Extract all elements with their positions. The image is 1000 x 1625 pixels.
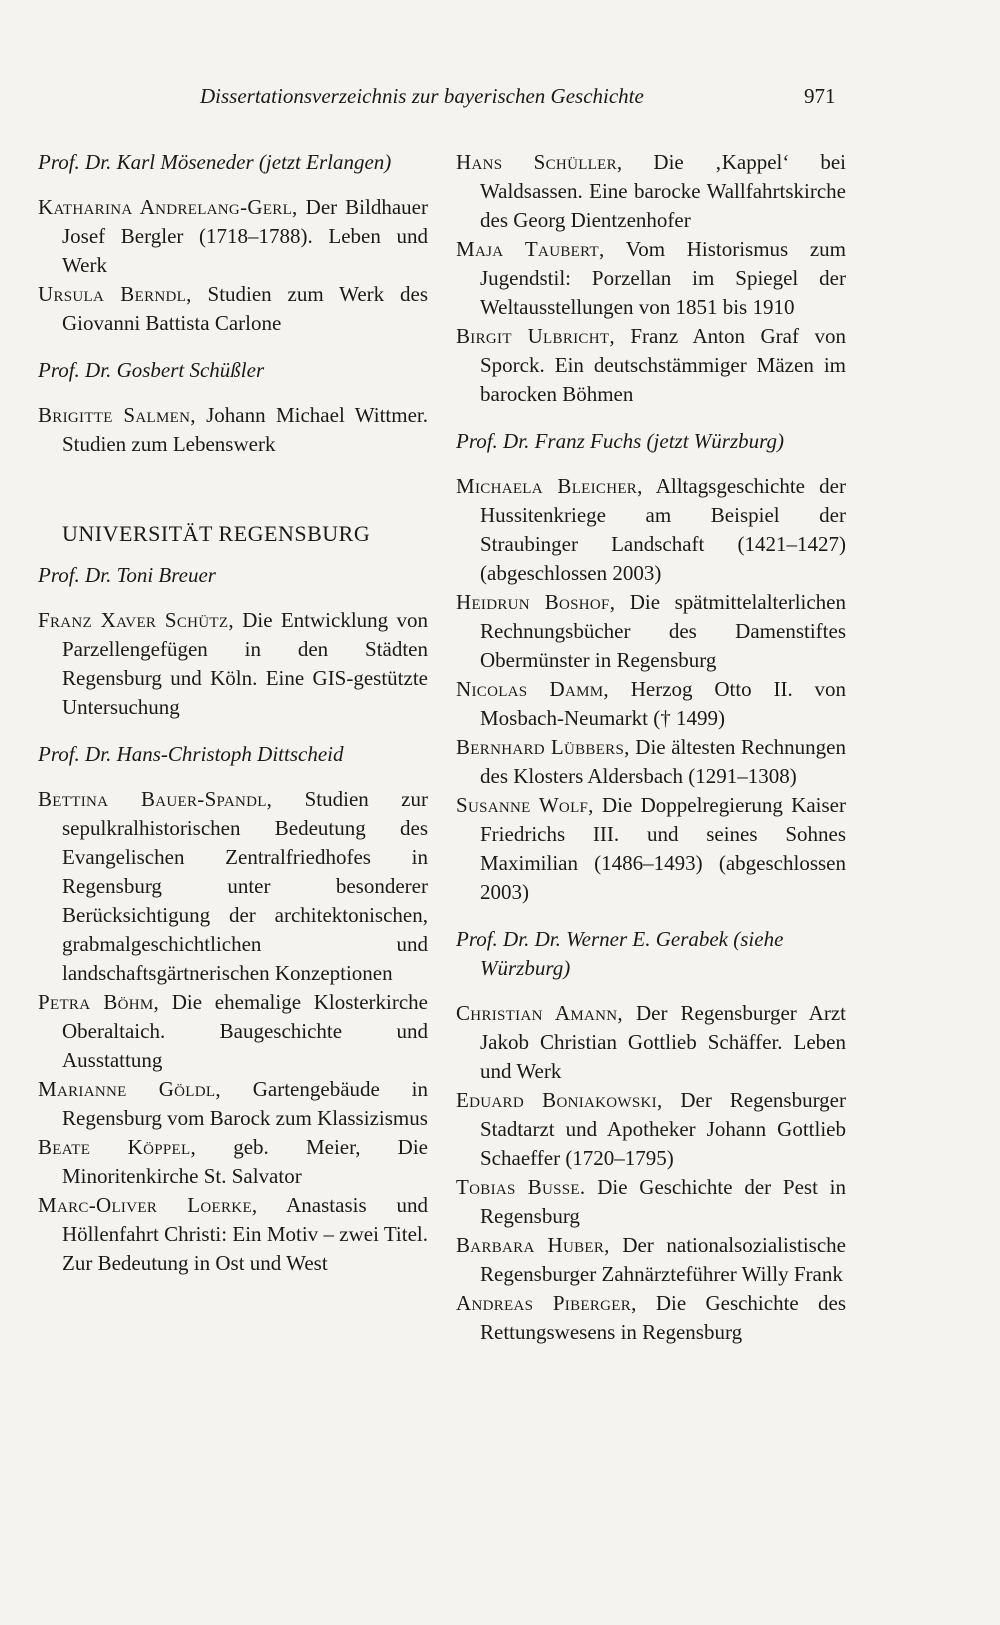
dissertation-entry <box>38 1133 428 1191</box>
dissertation-title: Anastasis und Höllenfahrt Christi: Ein Motiv – zwei Titel. Zur Bedeutung in Ost und West <box>62 1193 428 1275</box>
dissertation-title: Der Regensburger Arzt Jakob Christian Gottlieb Schäffer. Leben und Werk <box>480 1001 846 1083</box>
dissertation-title: Der Regensburger Stadtarzt und Apotheker Johann Gottlieb Schaeffer (1720–1795) <box>480 1088 846 1170</box>
dissertation-entry <box>38 1191 428 1278</box>
dissertation-entry <box>456 733 846 791</box>
advisor-heading: Prof. Dr. Franz Fuchs (jetzt Würzburg) <box>456 429 785 453</box>
dissertation-title: Studien zur sepulkralhistorischen Bedeutung des Evangelischen Zentralfriedhofes in Regensburg unter besonderer Berücksichtigung der architektonischen, grabmalgeschichtlichen und landschaftsgärtnerischen Konzeptionen <box>62 787 428 985</box>
advisor-heading: Prof. Dr. Karl Möseneder (jetzt Erlangen) <box>38 150 392 174</box>
dissertation-entry <box>456 675 846 733</box>
author-name: Bernhard Lübbers, <box>456 735 630 759</box>
dissertation-title: Gartengebäude in Regensburg vom Barock zum Klassizismus <box>62 1077 428 1130</box>
dissertation-entry <box>38 785 428 988</box>
dissertation-entry <box>38 280 428 338</box>
author-name: Ursula Berndl, <box>38 282 192 306</box>
author-name: Christian Amann, <box>456 1001 623 1025</box>
author-name: Maja Taubert, <box>456 237 605 261</box>
advisor-heading: Prof. Dr. Dr. Werner E. Gerabek (siehe Würzburg) <box>456 927 784 980</box>
page-number: 971 <box>804 84 836 108</box>
dissertation-title: Johann Michael Wittmer. Studien zum Lebenswerk <box>62 403 428 456</box>
author-name: Eduard Boniakowski, <box>456 1088 663 1112</box>
dissertation-title: Franz Anton Graf von Sporck. Ein deutschstämmiger Mäzen im barocken Böhmen <box>480 324 846 406</box>
dissertation-title: geb. Meier, Die Minoritenkirche St. Salvator <box>62 1135 428 1188</box>
author-name: Katharina Andrelang-Gerl, <box>38 195 298 219</box>
author-name: Susanne Wolf, <box>456 793 594 817</box>
dissertation-entry <box>456 791 846 907</box>
author-name: Marianne Göldl, <box>38 1077 221 1101</box>
dissertation-title: Die ehemalige Klosterkirche Oberaltaich. Baugeschichte und Ausstattung <box>62 990 428 1072</box>
dissertation-title: Die Geschichte des Rettungswesens in Regensburg <box>480 1291 846 1344</box>
dissertation-entry <box>38 606 428 722</box>
author-name: Hans Schüller, <box>456 150 623 174</box>
dissertation-entry <box>456 1086 846 1173</box>
dissertation-entry <box>38 401 428 459</box>
dissertation-title: Vom Historismus zum Jugendstil: Porzellan im Spiegel der Weltausstellungen von 1851 bis 1910 <box>480 237 846 319</box>
dissertation-title: Studien zum Werk des Giovanni Battista Carlone <box>62 282 428 335</box>
dissertation-entry <box>38 988 428 1075</box>
author-name: Birgit Ulbricht, <box>456 324 615 348</box>
dissertation-entry <box>38 1075 428 1133</box>
dissertation-entry <box>456 235 846 322</box>
dissertation-entry <box>38 193 428 280</box>
author-name: Bettina Bauer-Spandl, <box>38 787 273 811</box>
author-name: Petra Böhm, <box>38 990 160 1014</box>
dissertation-entry <box>456 472 846 588</box>
dissertation-entry <box>456 148 846 235</box>
dissertation-title: Die spätmittelalterlichen Rechnungsbücher des Damenstiftes Obermünster in Regensburg <box>480 590 847 672</box>
advisor-heading: Prof. Dr. Gosbert Schüßler <box>38 358 265 382</box>
author-name: Nicolas Damm, <box>456 677 609 701</box>
author-name: Franz Xaver Schütz, <box>38 608 234 632</box>
dissertation-entry <box>456 588 846 675</box>
author-name: Tobias Busse. <box>456 1175 586 1199</box>
dissertation-title: Der nationalsozialistische Regensburger Zahnärzteführer Willy Frank <box>480 1233 846 1286</box>
dissertation-entry <box>456 1173 846 1231</box>
left-column <box>38 148 428 1278</box>
running-title: Dissertationsverzeichnis zur bayerischen Geschichte <box>200 84 644 108</box>
dissertation-entry <box>456 322 846 409</box>
author-name: Marc-Oliver Loerke, <box>38 1193 258 1217</box>
dissertation-title: Die ältesten Rechnungen des Klosters Aldersbach (1291–1308) <box>480 735 846 788</box>
dissertation-entry <box>456 999 846 1086</box>
dissertation-title: Herzog Otto II. von Mosbach-Neumarkt († 1499) <box>480 677 846 730</box>
dissertation-title: Der Bildhauer Josef Bergler (1718–1788). Leben und Werk <box>62 195 428 277</box>
author-name: Brigitte Salmen, <box>38 403 196 427</box>
author-name: Michaela Bleicher, <box>456 474 643 498</box>
author-name: Barbara Huber, <box>456 1233 610 1257</box>
dissertation-entry <box>456 1231 846 1289</box>
dissertation-title: Alltagsgeschichte der Hussitenkriege am Beispiel der Straubinger Landschaft (1421–1427) (abgeschlossen 2003) <box>480 474 846 585</box>
dissertation-title: Die ‚Kappel‘ bei Waldsassen. Eine barocke Wallfahrtskirche des Georg Dientzenhofer <box>480 150 846 232</box>
dissertation-entry <box>456 1289 846 1347</box>
advisor-heading: Prof. Dr. Hans-Christoph Dittscheid <box>38 742 344 766</box>
author-name: Beate Köppel, <box>38 1135 197 1159</box>
advisor-heading: Prof. Dr. Toni Breuer <box>38 563 216 587</box>
dissertation-title: Die Entwicklung von Parzellengefügen in den Städten Regensburg und Köln. Eine GIS-gestützte Untersuchung <box>62 608 429 719</box>
right-column <box>456 148 846 1347</box>
author-name: Heidrun Boshof, <box>456 590 616 614</box>
dissertation-title: Die Doppelregierung Kaiser Friedrichs III. und seines Sohnes Maximilian (1486–1493) (abgeschlossen 2003) <box>480 793 846 904</box>
university-heading: UNIVERSITÄT REGENSBURG <box>62 521 371 546</box>
author-name: Andreas Piberger, <box>456 1291 637 1315</box>
dissertation-title: Die Geschichte der Pest in Regensburg <box>480 1175 846 1228</box>
